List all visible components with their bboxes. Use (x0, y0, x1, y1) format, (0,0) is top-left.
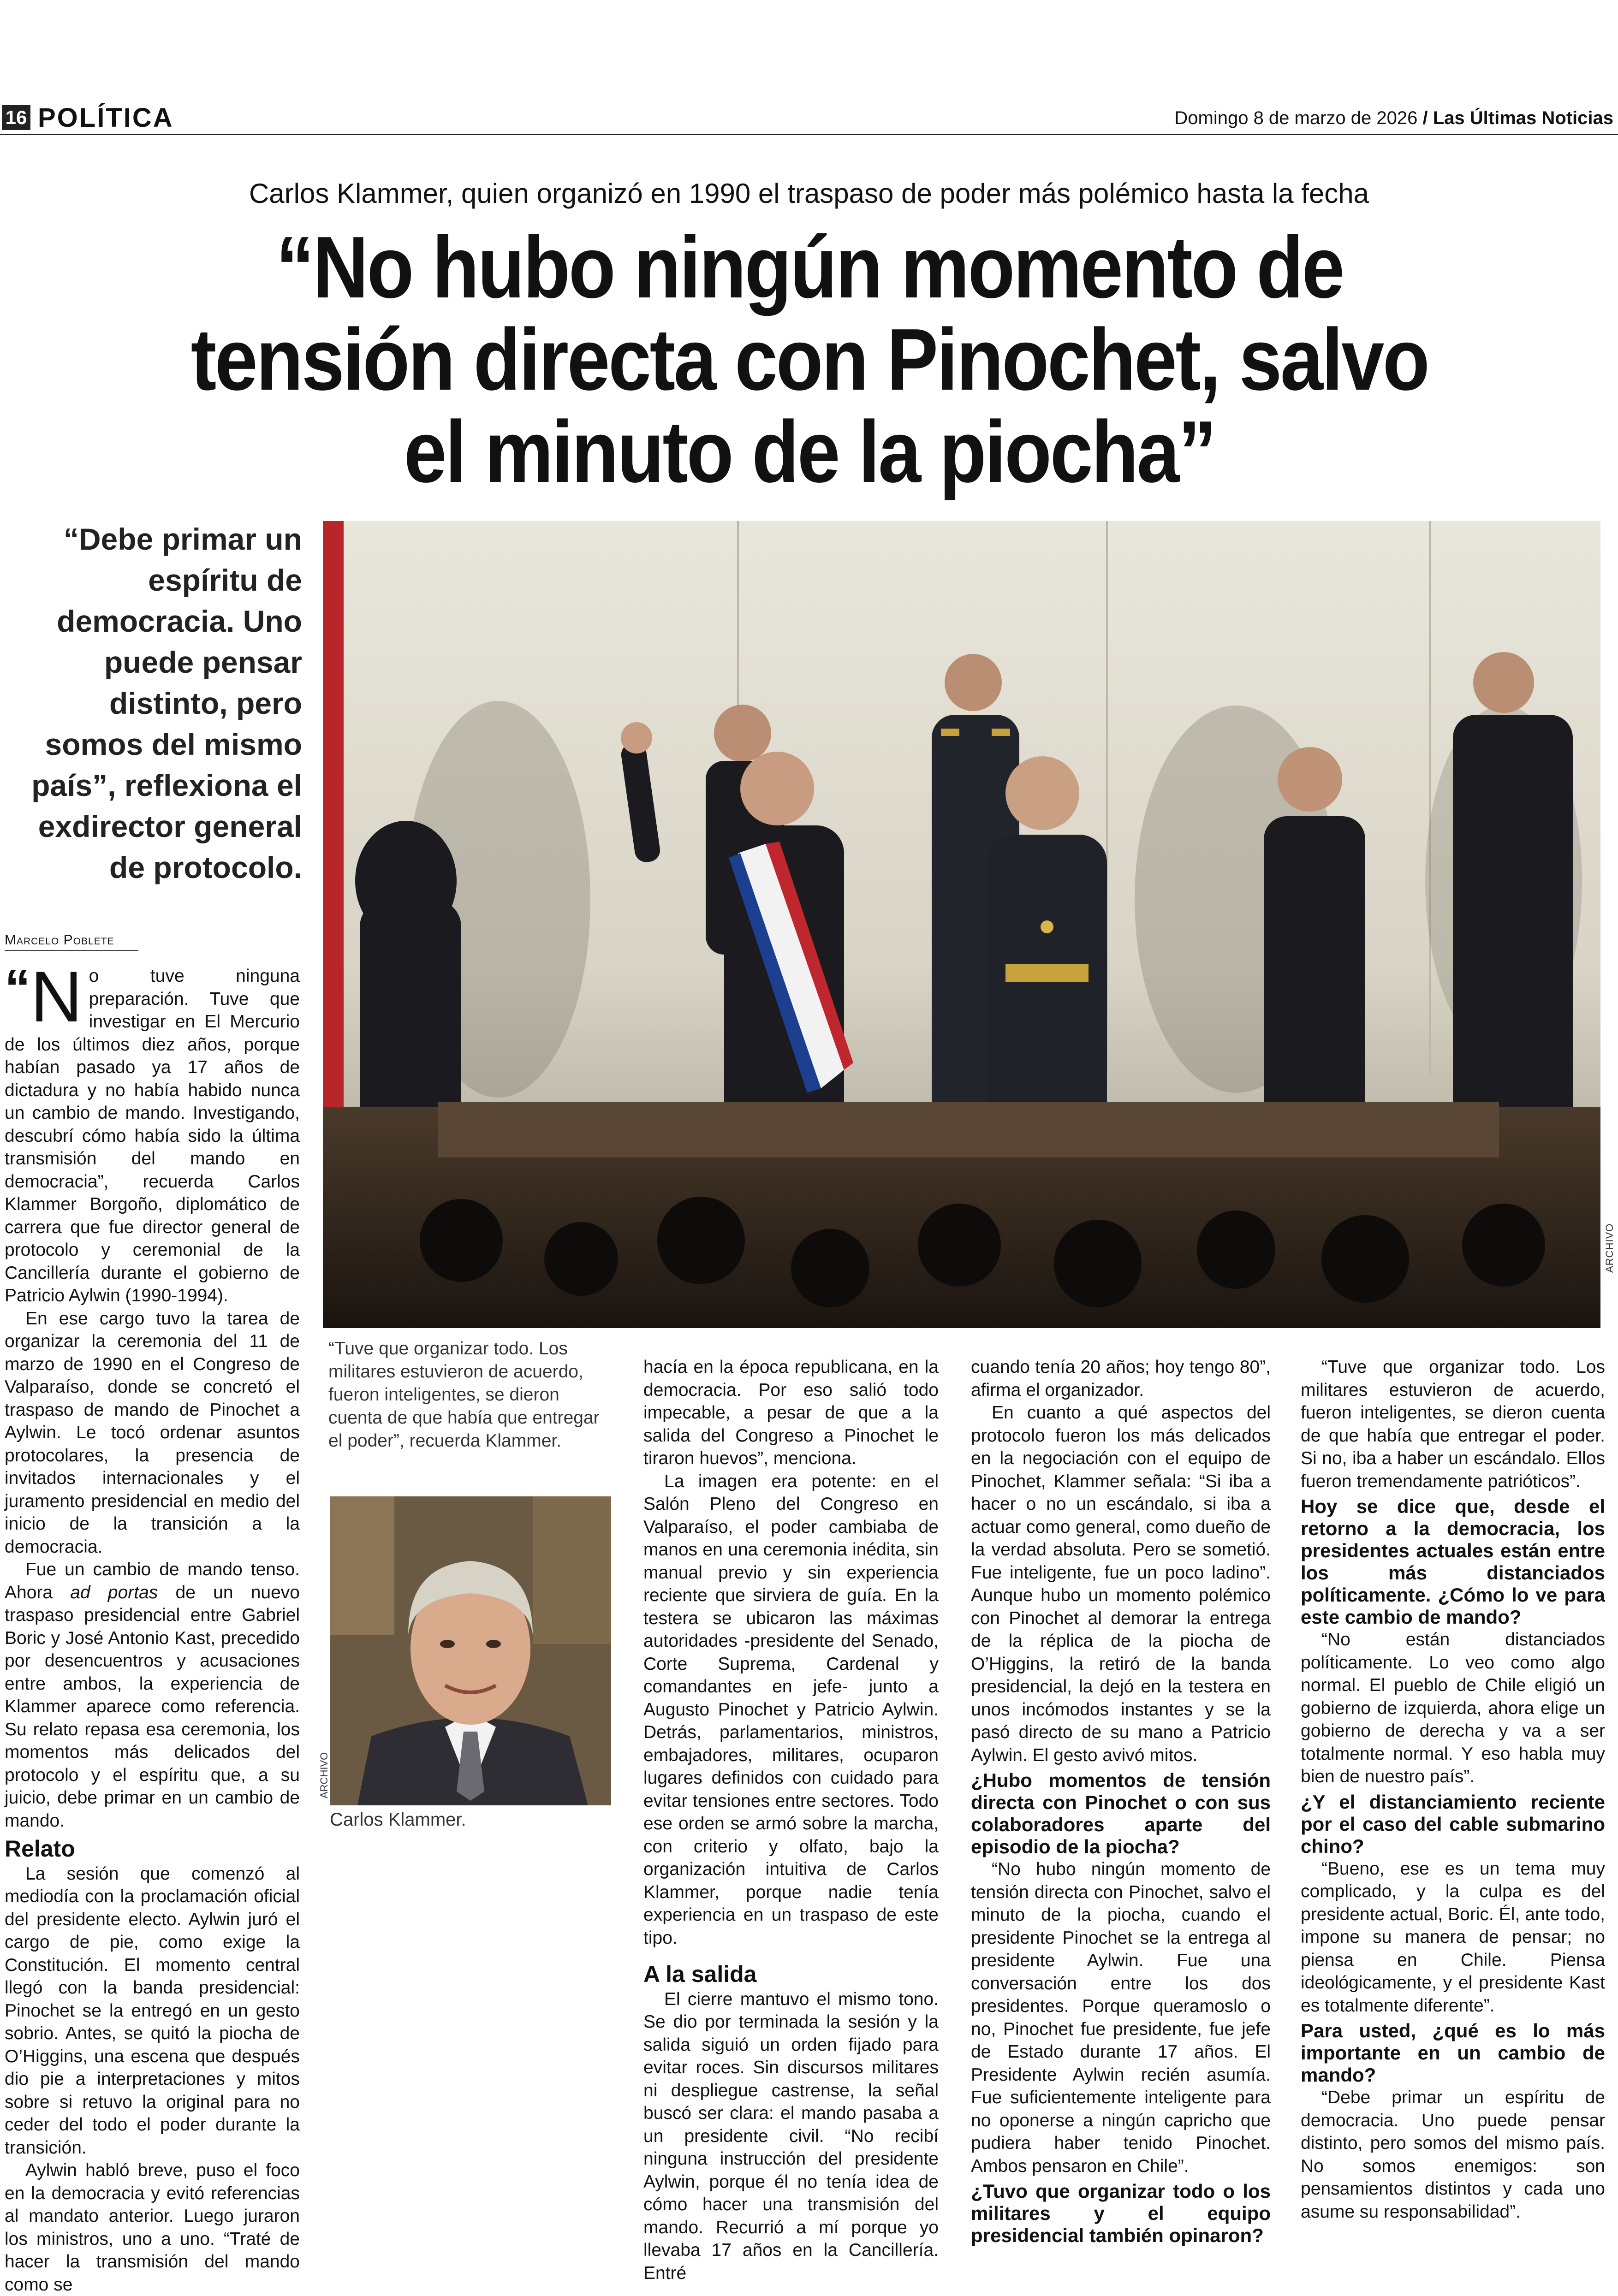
article-column-5 (1301, 1356, 1605, 2223)
section-title: POLÍTICA (38, 103, 174, 133)
body-paragraph: La sesión que comenzó al mediodía con la proclamación oficial del presidente electo. Aylwin juró el cargo de pie, como exige la Constitución. El momento central llegó con la banda presidencial: Pinochet se la entregó en un gesto sobrio. Antes, se quitó la piocha de O’Higgins, una escena que después dio pie a interpretaciones y mitos sobre si retuvo la original para no ceder del todo el poder durante la transición. (5, 1863, 300, 2158)
header-rule (0, 134, 1618, 135)
issue-date: Domingo 8 de marzo de 2026 (1174, 108, 1418, 128)
interview-answer: “Bueno, ese es un tema muy complicado, y la culpa es del presidente actual, Boric. Él, ante todo, impone su manera de pensar; no piensa en Chile. Piensa ideológicamente, y el presidente Kast es totalmente diferente”. (1301, 1858, 1605, 2016)
interview-question: ¿Hubo momentos de tensión directa con Pinochet o con sus colaboradores aparte del episodio de la piocha? (971, 1769, 1271, 1857)
interview-answer: “No hubo ningún momento de tensión directa con Pinochet, salvo el minuto de la piocha, cuando el presidente Pinochet se la entrega al presidente Aylwin. Fue una conversación entre los dos presidentes. Porque queramoslo o no, Pinochet fue presidente, fue jefe de Estado durante 17 años. El Presidente Aylwin recién asumía. Fue suficientemente inteligente para no oponerse a ningún capricho que pudiera haber tenido Pinochet. Ambos pensaron en Chile”. (971, 1859, 1271, 2176)
publication-name: Las Últimas Noticias (1433, 108, 1613, 128)
interview-question: Hoy se dice que, desde el retorno a la democracia, los presidentes actuales están entre los más distanciados políticamente. ¿Cómo lo ve para este cambio de mando? (1301, 1495, 1605, 1628)
interview-question: ¿Y el distanciamiento reciente por el caso del cable submarino chino? (1301, 1791, 1605, 1857)
interview-question: Para usted, ¿qué es lo más importante en un cambio de mando? (1301, 2020, 1605, 2086)
header-separator: / (1422, 108, 1428, 128)
body-paragraph: Fue un cambio de mando tenso. Ahora ad portas de un nuevo traspaso presidencial entre Gabriel Boric y José Antonio Kast, precedido por desencuentros y acusaciones entre ambos, la experiencia de Klammer aparece como referencia. Su relato repasa esa ceremonia, los momentos más delicados del protocolo y el espíritu que, a su juicio, debe primar en un cambio de mando. (5, 1560, 300, 1831)
portrait-photo (330, 1496, 611, 1805)
article-column-3 (643, 1356, 939, 2284)
byline-rule (5, 950, 138, 951)
portrait-illustration (330, 1496, 611, 1805)
interview-answer: “No están distanciados políticamente. Lo veo como algo normal. El pueblo de Chile eligió un gobierno de izquierda, ahora elige un gobierno de derecha y va a ser totalmente normal. Y eso habla muy bien de nuestro país”. (1301, 1630, 1605, 1786)
page-header (0, 102, 1618, 135)
body-paragraph: cuando tenía 20 años; hoy tengo 80”, afirma el organizador. (971, 1357, 1271, 1400)
interview-answer: “Debe primar un espíritu de democracia. Uno puede pensar distinto, pero somos del mismo país. No somos enemigos: son pensamientos distintos y cada uno asume su responsabilidad”. (1301, 2088, 1605, 2222)
portrait-caption: Carlos Klammer. (330, 1810, 466, 1830)
interview-answer: “Tuve que organizar todo. Los militares estuvieron de acuerdo, fueron inteligentes, se dieron cuenta de que había que entregar el poder. Si no, iba a haber un escándalo. Ellos fueron tremendamente patrióticos”. (1301, 1357, 1605, 1491)
lead-paragraph: “N o tuve ninguna preparación. Tuve que investigar en El Mercurio de los últimos diez años, porque habían pasado ya 17 años de dictadura y no había habido nunca un cambio de mando. Investigando, descubrí cómo había sido la última transmisión del mando en democracia”, recuerda Carlos Klammer Borgoño, diplomático de carrera que fue director general de protocolo y ceremonial de la Cancillería durante el gobierno de Patricio Aylwin (1990-1994). (5, 957, 300, 1305)
body-paragraph: El cierre mantuvo el mismo tono. Se dio por terminada la sesión y la salida siguió un orden fijado para evitar roces. Sin discursos militares ni despliegue castrense, la señal buscó ser clara: el mando pasaba a un presidente civil. “No recibí ninguna instrucción del presidente Aylwin, porque él no tenía idea de cómo hacer una transmisión del mando. Recurrió a mí porque yo llevaba 17 años en la Cancillería. Entré (643, 1989, 939, 2283)
body-paragraph: hacía en la época republicana, en la democracia. Por eso salió todo impecable, a pesar de que a la salida del Congreso a Pinochet le tiraron huevos”, menciona. (643, 1357, 939, 1468)
main-photo-credit: ARCHIVO (1604, 1223, 1615, 1273)
article-column-4 (971, 1356, 1271, 2247)
main-photo (323, 521, 1600, 1328)
body-paragraph: En ese cargo tuvo la tarea de organizar la ceremonia del 11 de marzo de 1990 en el Congreso de Valparaíso, donde se concretó el traspaso de mando de Pinochet a Aylwin. Le tocó ordenar asuntos protocolares, la presencia de invitados internacionales y el juramento presidencial en medio del inicio de la transición a la democracia. (5, 1308, 300, 1557)
subhead-salida: A la salida (643, 1961, 757, 1987)
pull-quote: “Debe primar un espíritu de democracia. Uno puede pensar distinto, pero somos del mismo país”, reflexiona el exdirector general de protocolo. (31, 522, 302, 884)
header-date-line (1174, 108, 1613, 129)
interview-question: ¿Tuvo que organizar todo o los militares y el equipo presidencial también opinaron? (971, 2180, 1271, 2246)
article-column-1 (5, 957, 300, 2296)
byline: Marcelo Poblete (5, 932, 114, 948)
page-number: 16 (2, 105, 30, 130)
body-paragraph: Aylwin habló breve, puso el foco en la democracia y evitó referencias al mandato anterior. Luego juraron los ministros, uno a uno. “Traté de hacer la transmisión del mando como se (5, 2160, 300, 2295)
drop-cap: “N (5, 957, 83, 1037)
portrait-credit: ARCHIVO (318, 1752, 330, 1798)
headline: “No hubo ningún momento de tensión directa con Pinochet, salvo el minuto de la piocha” (190, 219, 1428, 501)
photo-caption: “Tuve que organizar todo. Los militares estuvieron de acuerdo, fueron inteligentes, se dieron cuenta de que había que entregar el poder”, recuerda Klammer. (328, 1339, 600, 1451)
ceremony-photo-illustration (323, 521, 1600, 1328)
body-paragraph: En cuanto a qué aspectos del protocolo fueron los más delicados en la negociación con el equipo de Pinochet, Klammer señala: “Si iba a hacer o no un escándalo, si iba a actuar como general, como dueño de la verdad absoluta. Pero se sometió. Fue inteligente, fue un poco ladino”. Aunque hubo un momento polémico con Pinochet al demorar la entrega de la réplica de la piocha de O’Higgins, la retiró de la banda presidencial, la dejó en la testera en unos incómodos instantes y se la pasó directo de su mano a Patricio Aylwin. El gesto avivó mitos. (971, 1403, 1271, 1765)
body-paragraph: La imagen era potente: en el Salón Pleno del Congreso en Valparaíso, el poder cambiaba de manos en una ceremonia inédita, sin manual previo y sin experiencia reciente que sirviera de guía. En la testera se ubicaron las máximas autoridades -presidente del Senado, Corte Suprema, Cardenal y comandantes en jefe- junto a Augusto Pinochet y Patricio Aylwin. Detrás, parlamentarios, ministros, embajadores, militares, ocuparon lugares definidos con cuidado para evitar tensiones entre sectores. Todo ese orden se armó sobre la marcha, con criterio y olfato, bajo la organización intuitiva de Carlos Klammer, porque nadie tenía experiencia en un traspaso de este tipo. (643, 1471, 939, 1948)
kicker: Carlos Klammer, quien organizó en 1990 el traspaso de poder más polémico hasta la fecha (249, 178, 1369, 209)
subhead-relato: Relato (5, 1836, 75, 1862)
